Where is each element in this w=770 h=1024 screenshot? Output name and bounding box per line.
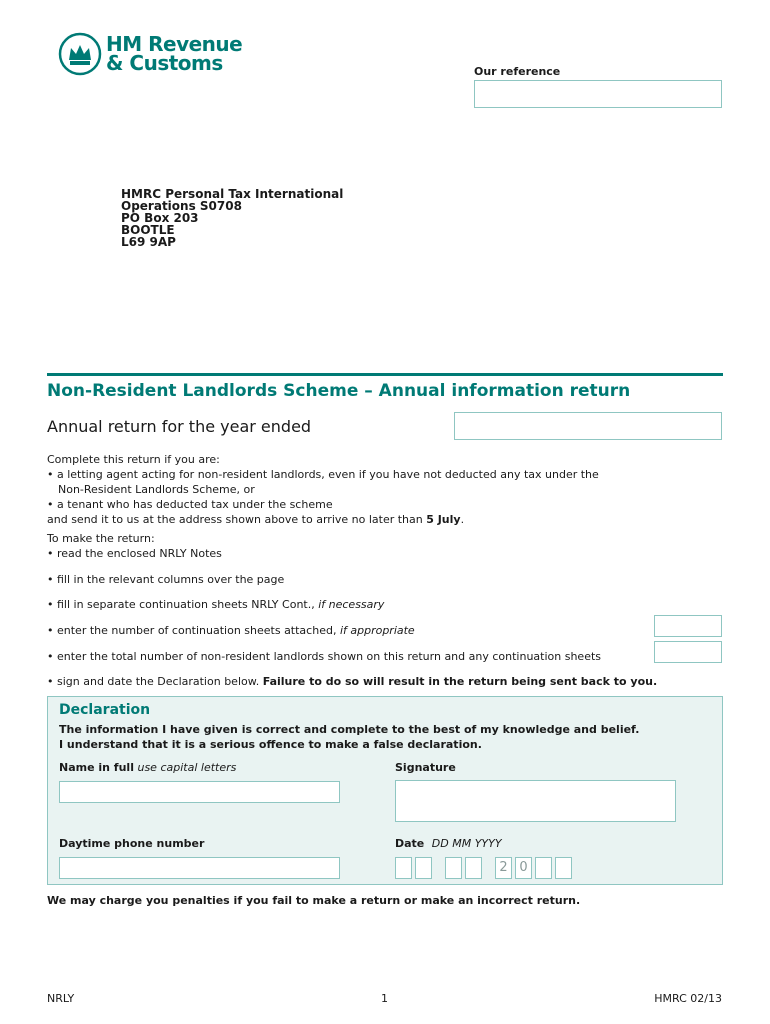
item-text: fill in separate continuation sheets NRLY Cont., [57, 598, 319, 611]
signature-label: Signature [395, 761, 456, 774]
date-year-1: 2 [495, 857, 512, 879]
name-label [59, 761, 236, 774]
date-label [395, 837, 502, 850]
item-text: read the enclosed NRLY Notes [57, 547, 222, 560]
date-day-2[interactable] [415, 857, 432, 879]
declaration-box [47, 696, 723, 885]
title-rule [47, 373, 723, 376]
declaration-line-2: I understand that it is a serious offence to make a false declaration. [59, 738, 482, 751]
address-line: PO Box 203 [121, 211, 199, 225]
name-hint: use capital letters [137, 761, 237, 774]
brand-line1: HM Revenue [106, 32, 243, 56]
date-hint: DD MM YYYY [431, 837, 502, 850]
phone-label: Daytime phone number [59, 837, 205, 850]
item-text: fill in the relevant columns over the page [57, 573, 285, 586]
penalty-note: We may charge you penalties if you fail to make a return or make an incorrect return. [47, 894, 581, 907]
make-return-item: • enter the total number of non-resident landlords shown on this return and any continuation sheets [47, 650, 602, 663]
page-title: Non-Resident Landlords Scheme – Annual information return [47, 381, 631, 401]
item-bold: Failure to do so will result in the return being sent back to you. [262, 675, 658, 688]
item-text: enter the total number of non-resident landlords shown on this return and any continuation sheets [57, 650, 602, 663]
date-month-1[interactable] [445, 857, 462, 879]
make-return-heading: To make the return: [47, 532, 155, 545]
date-label-text: Date [395, 837, 425, 850]
name-field[interactable] [59, 781, 340, 803]
date-year-2: 0 [515, 857, 532, 879]
intro-bullet-2: • a tenant who has deducted tax under the scheme [47, 498, 333, 511]
intro-send [47, 513, 464, 526]
item-italic: if necessary [318, 598, 385, 611]
date-month-2[interactable] [465, 857, 482, 879]
make-return-item: • sign and date the Declaration below. Failure to do so will result in the return being sent back to you. [47, 675, 658, 688]
date-day-1[interactable] [395, 857, 412, 879]
item-text: enter the number of continuation sheets attached, [57, 624, 340, 637]
make-return-item: • enter the number of continuation sheets attached, if appropriate [47, 624, 415, 637]
declaration-line-1: The information I have given is correct and complete to the best of my knowledge and belief. [59, 723, 640, 736]
intro-line: Complete this return if you are: [47, 453, 220, 466]
name-label-text: Name in full [59, 761, 134, 774]
page-number: 1 [381, 992, 388, 1005]
item-text: sign and date the Declaration below. [57, 675, 263, 688]
footer-version: HMRC 02/13 [654, 992, 722, 1005]
address-line: HMRC Personal Tax International [121, 187, 344, 201]
year-ended-label: Annual return for the year ended [47, 417, 312, 436]
continuation-sheets-field[interactable] [654, 615, 722, 637]
intro-bullet-1-cont [58, 483, 255, 496]
hmrc-logo [58, 32, 243, 76]
send-text: and send it to us at the address shown above to arrive no later than [47, 513, 427, 526]
intro-bullet-2-text: a tenant who has deducted tax under the scheme [57, 498, 333, 511]
make-return-item: • fill in the relevant columns over the page [47, 573, 285, 586]
send-period: . [460, 513, 465, 526]
address-line: BOOTLE [121, 223, 175, 237]
item-italic: if appropriate [339, 624, 415, 637]
total-landlords-field[interactable] [654, 641, 722, 663]
date-year-4[interactable] [555, 857, 572, 879]
reference-field[interactable] [474, 80, 722, 108]
phone-field[interactable] [59, 857, 340, 879]
crown-icon [58, 32, 102, 76]
make-return-item: • fill in separate continuation sheets NRLY Cont., if necessary [47, 598, 385, 611]
declaration-heading: Declaration [59, 702, 151, 718]
address-block [121, 188, 343, 248]
intro-bullet-1-cont-text: Non-Resident Landlords Scheme, or [58, 483, 255, 496]
footer-form-code: NRLY [47, 992, 75, 1005]
brand-line2: & Customs [106, 51, 223, 75]
intro-bullet-1: • a letting agent acting for non-resident landlords, even if you have not deducted any tax under the [47, 468, 599, 481]
intro-bullet-1-text: a letting agent acting for non-resident landlords, even if you have not deducted any tax under the [57, 468, 599, 481]
date-year-3[interactable] [535, 857, 552, 879]
make-return-item: • read the enclosed NRLY Notes [47, 547, 222, 560]
address-line: L69 9AP [121, 235, 176, 249]
address-line: Operations S0708 [121, 199, 242, 213]
year-ended-field[interactable] [454, 412, 722, 440]
deadline: 5 July [426, 513, 461, 526]
signature-field[interactable] [395, 780, 676, 822]
reference-label: Our reference [474, 65, 561, 78]
